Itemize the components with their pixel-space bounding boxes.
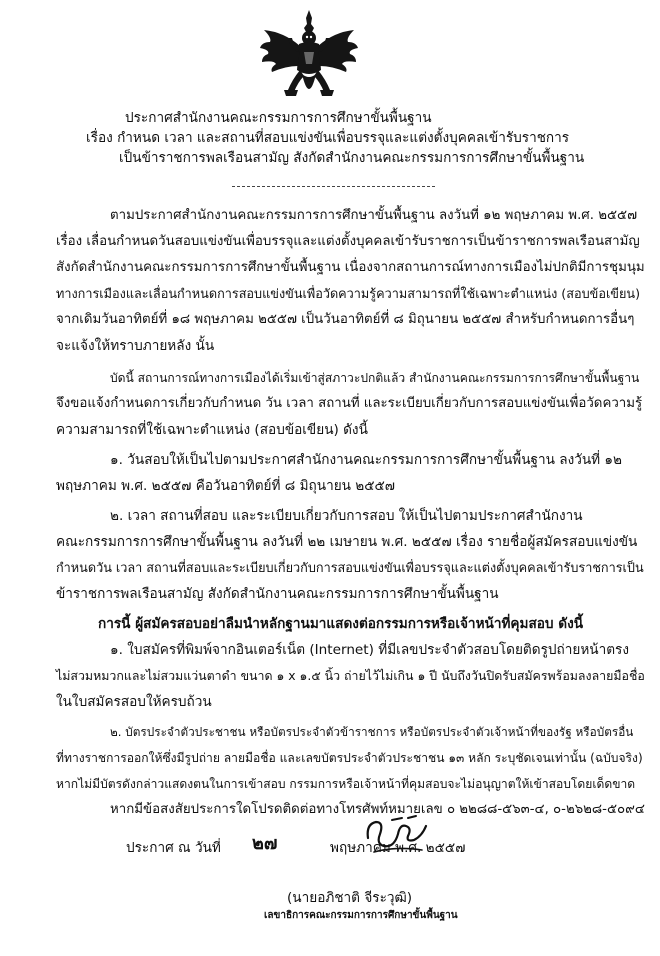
item-2-line-3: กำหนดวัน เวลา สถานที่สอบและระเบียบเกี่ยวกับการสอบแข่งขันเพื่อบรรจุและแต่งตั้งบุคคลเข้ารับราชการเป็น: [56, 560, 644, 575]
item-1-line-1: ๑. วันสอบให้เป็นไปตามประกาศสำนักงานคณะกรรมการการศึกษาขั้นพื้นฐาน ลงวันที่ ๑๒: [110, 452, 623, 468]
note-1-line-1: ๑. ใบสมัครที่พิมพ์จากอินเตอร์เน็ต (Internet) ที่มีเลขประจำตัวสอบโดยติดรูปถ่ายหน้าตรง: [110, 642, 629, 658]
paragraph-2-line-1: บัดนี้ สถานการณ์ทางการเมืองได้เริ่มเข้าสู่สภาวะปกติแล้ว สำนักงานคณะกรรมการการศึกษาขั้นพื้นฐาน: [110, 371, 640, 385]
dateline-day: ๒๗: [252, 833, 278, 854]
item-1-line-2: พฤษภาคม พ.ศ. ๒๕๕๗ คือวันอาทิตย์ที่ ๘ มิถุนายน ๒๕๕๗: [56, 478, 396, 494]
item-2-line-2: คณะกรรมการการศึกษาขั้นพื้นฐาน ลงวันที่ ๒๒ เมษายน พ.ศ. ๒๕๕๗ เรื่อง รายชื่อผู้สมัครสอบแข่งขัน: [56, 534, 638, 550]
paragraph-1-line-3: สังกัดสำนักงานคณะกรรมการการศึกษาขั้นพื้นฐาน เนื่องจากสถานการณ์ทางการเมืองไม่ปกติมีการชุมนุม: [56, 260, 645, 275]
header-line-2: เรื่อง กำหนด เวลา และสถานที่สอบแข่งขันเพื่อบรรจุและแต่งตั้งบุคคลเข้ารับราชการ: [86, 130, 570, 146]
dateline-month-year: พฤษภาคม พ.ศ. ๒๕๕๗: [330, 840, 466, 856]
paragraph-1-line-1: ตามประกาศสำนักงานคณะกรรมการการศึกษาขั้นพื้นฐาน ลงวันที่ ๑๒ พฤษภาคม พ.ศ. ๒๕๕๗: [110, 208, 638, 223]
note-1-line-3: ในใบสมัครสอบให้ครบถ้วน: [56, 694, 212, 710]
note-2-line-2: ที่ทางราชการออกให้ซึ่งมีรูปถ่าย ลายมือชื่อ และเลขบัตรประจำตัวประชาชน ๑๓ หลัก ระบุชัดเจนเท่านั้น (ฉบับจริง): [56, 751, 643, 765]
note-2-line-1: ๒. บัตรประจำตัวประชาชน หรือบัตรประจำตัวข้าราชการ หรือบัตรประจำตัวเจ้าหน้าที่ของรัฐ หรือบัตรอื่น: [110, 725, 634, 739]
dateline-prefix: ประกาศ ณ วันที่: [126, 840, 221, 856]
notice-heading: การนี้ ผู้สมัครสอบอย่าลืมนำหลักฐานมาแสดงต่อกรรมการหรือเจ้าหน้าที่คุมสอบ ดังนี้: [98, 616, 584, 632]
paragraph-1-line-4: ทางการเมืองและเลื่อนกำหนดการสอบแข่งขันเพื่อวัดความรู้ความสามารถที่ใช้เฉพาะตำแหน่ง (สอบข้อเขียน): [56, 286, 641, 301]
note-2-line-3: หากไม่มีบัตรดังกล่าวแสดงตนในการเข้าสอบ กรรมการหรือเจ้าหน้าที่คุมสอบจะไม่อนุญาตให้เข้าสอบโดยเด็ดขาด: [56, 777, 636, 791]
paragraph-1-line-5: จากเดิมวันอาทิตย์ที่ ๑๘ พฤษภาคม ๒๕๕๗ เป็นวันอาทิตย์ที่ ๘ มิถุนายน ๒๕๕๗ สำหรับกำหนดการอื่นๆ: [56, 312, 635, 327]
note-1-line-2: ไม่สวมหมวกและไม่สวมแว่นตาดำ ขนาด ๑ x ๑.๕ นิ้ว ถ่ายไว้ไม่เกิน ๑ ปี นับถึงวันปิดรับสมัครพร้อมลงลายมือชื่อ: [56, 668, 645, 683]
item-2-line-1: ๒. เวลา สถานที่สอบ และระเบียบเกี่ยวกับการสอบ ให้เป็นไปตามประกาศสำนักงาน: [110, 508, 583, 524]
paragraph-2-line-2: จึงขอแจ้งกำหนดการเกี่ยวกับกำหนด วัน เวลา สถานที่ และระเบียบเกี่ยวกับการสอบแข่งขันเพื่อวัดความรู้: [56, 396, 643, 411]
signatory-name: (นายอภิชาติ จีระวุฒิ): [287, 890, 413, 906]
handwritten-signature: [362, 812, 432, 856]
signatory-title: เลขาธิการคณะกรรมการการศึกษาขั้นพื้นฐาน: [264, 910, 458, 921]
contact-line: หากมีข้อสงสัยประการใดโปรดติดต่อทางโทรศัพท์หมายเลข ๐ ๒๒๘๘-๕๖๓-๔, ๐-๒๖๒๘-๕๐๙๔: [110, 802, 645, 817]
header-divider: [232, 186, 435, 187]
paragraph-1-line-6: จะแจ้งให้ทราบภายหลัง นั้น: [56, 338, 215, 354]
header-line-1: ประกาศสำนักงานคณะกรรมการการศึกษาขั้นพื้นฐาน: [125, 110, 432, 126]
header-line-3: เป็นข้าราชการพลเรือนสามัญ สังกัดสำนักงานคณะกรรมการการศึกษาขั้นพื้นฐาน: [119, 150, 585, 166]
paragraph-2-line-3: ความสามารถที่ใช้เฉพาะตำแหน่ง (สอบข้อเขียน) ดังนี้: [56, 422, 368, 438]
paragraph-1-line-2: เรื่อง เลื่อนกำหนดวันสอบแข่งขันเพื่อบรรจุและแต่งตั้งบุคคลเข้ารับราชการเป็นข้าราชการพลเรือนสามัญ: [56, 234, 640, 249]
garuda-emblem-icon: [258, 8, 360, 106]
item-2-line-4: ข้าราชการพลเรือนสามัญ สังกัดสำนักงานคณะกรรมการการศึกษาขั้นพื้นฐาน: [56, 586, 499, 602]
